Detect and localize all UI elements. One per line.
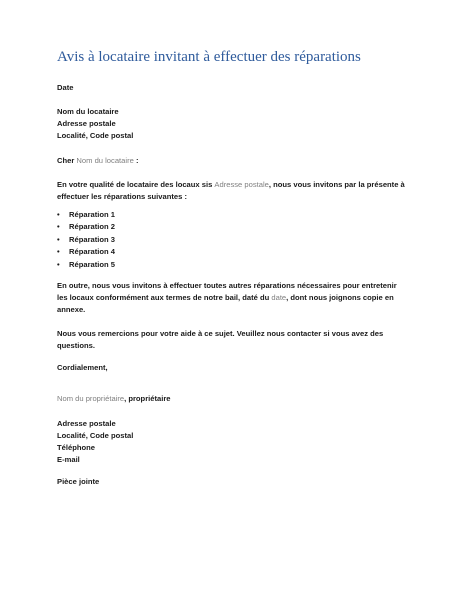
recipient-address: Adresse postale: [57, 119, 116, 128]
repair-label: Réparation 4: [69, 247, 115, 257]
tenant-name-placeholder: Nom du locataire: [76, 156, 134, 165]
paragraph-2-line-2: [57, 292, 394, 304]
bullet-icon: •: [57, 247, 60, 257]
bullet-icon: •: [57, 234, 60, 244]
sender-address: Adresse postale: [57, 419, 116, 428]
date-line: Date: [57, 83, 74, 92]
attachment-line: Pièce jointe: [57, 477, 100, 486]
list-item: [57, 209, 115, 221]
recipient-city: Localité, Code postal: [57, 131, 134, 140]
letter-title: Avis à locataire invitant à effectuer des réparations: [57, 49, 361, 65]
sender-phone: Téléphone: [57, 443, 95, 452]
repair-label: Réparation 3: [69, 234, 115, 244]
salutation: [57, 155, 138, 167]
address-placeholder: Adresse postale: [214, 180, 269, 189]
para1-text-a: En votre qualité de locataire des locaux sis: [57, 180, 215, 189]
bullet-icon: •: [57, 259, 60, 269]
list-item: [57, 259, 115, 271]
owner-name-placeholder: Nom du propriétaire: [57, 394, 125, 403]
bullet-icon: •: [57, 222, 60, 232]
owner-suffix: , propriétaire: [124, 394, 171, 403]
list-item: [57, 246, 115, 258]
recipient-name: Nom du locataire: [57, 107, 119, 116]
paragraph-1-line-2: effectuer les réparations suivantes :: [57, 192, 187, 201]
closing: Cordialement,: [57, 363, 108, 372]
para2-text-a: les locaux conformément aux termes de notre bail, daté du: [57, 293, 272, 302]
bullet-icon: •: [57, 210, 60, 219]
sender-email: E-mail: [57, 455, 80, 464]
list-item: [57, 234, 115, 246]
paragraph-2-line-1: En outre, nous vous invitons à effectuer toutes autres réparations nécessaires pour entretenir: [57, 281, 397, 290]
salutation-suffix: :: [133, 156, 139, 165]
paragraph-1-line-1: [57, 179, 405, 191]
repair-label: Réparation 1: [69, 210, 115, 219]
repairs-list: [57, 209, 115, 271]
sender-city: Localité, Code postal: [57, 431, 134, 440]
repair-label: Réparation 5: [69, 259, 115, 269]
list-item: [57, 221, 115, 233]
repair-label: Réparation 2: [69, 222, 115, 232]
signature-line: [57, 393, 171, 405]
paragraph-3-line-2: questions.: [57, 341, 95, 350]
date-placeholder: date: [271, 293, 287, 302]
para1-text-b: , nous vous invitons par la présente à: [268, 180, 405, 189]
paragraph-3-line-1: Nous vous remercions pour votre aide à ce sujet. Veuillez nous contacter si vous avez des: [57, 329, 384, 338]
salutation-prefix: Cher: [57, 156, 77, 165]
para2-text-b: , dont nous joignons copie en: [286, 293, 394, 302]
paragraph-2-line-3: annexe.: [57, 305, 86, 314]
